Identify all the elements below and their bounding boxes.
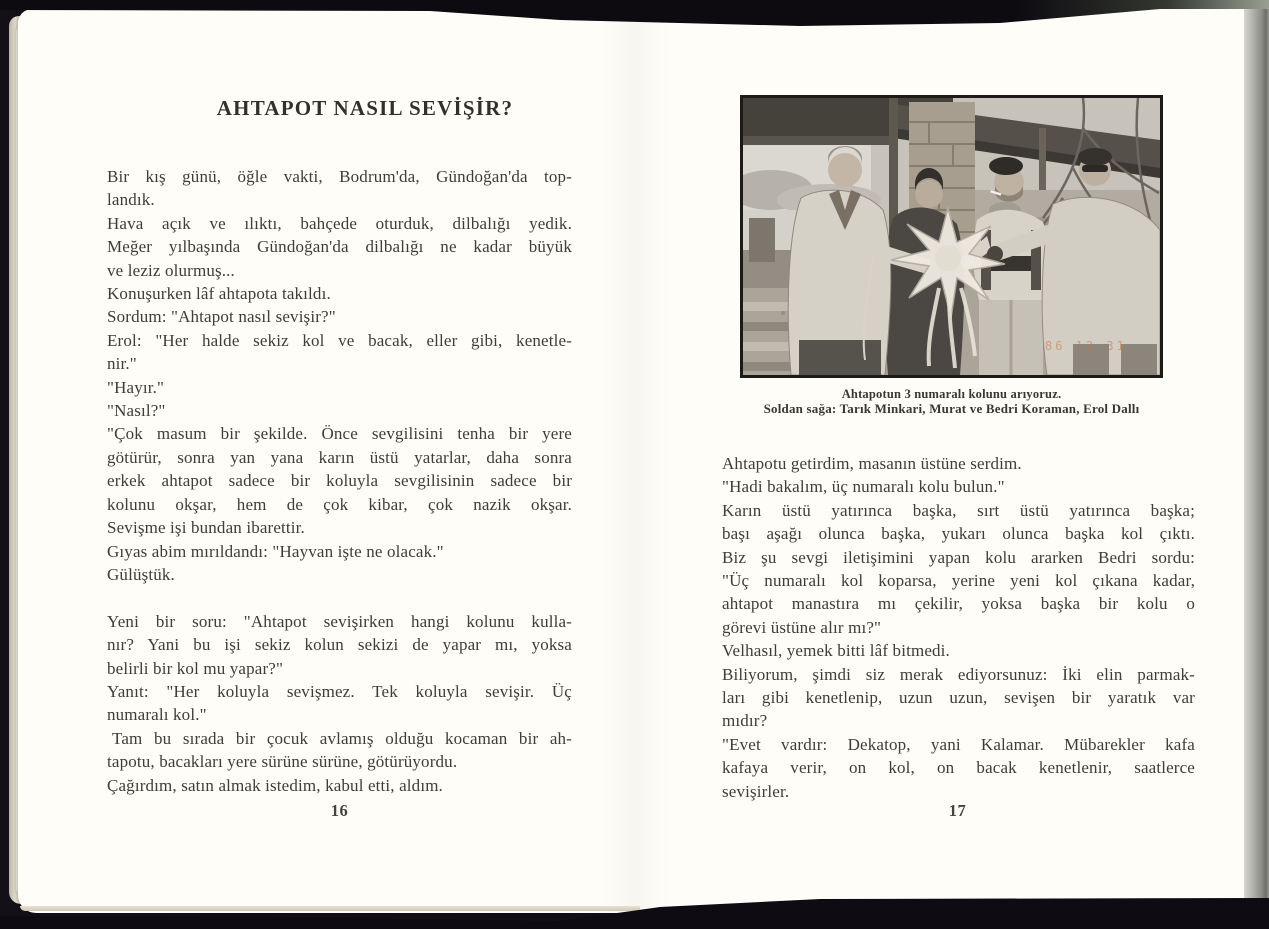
text-line: Yanıt: "Her koluyla sevişmez. Tek koluyla sevişir. Üç (107, 681, 572, 701)
text-line: mıdır? (722, 711, 768, 731)
chapter-title: AHTAPOT NASIL SEVİŞİR? (216, 96, 514, 120)
text-line: kafaya verir, on kol, on bacak kenetlenir, saatlerce (722, 758, 1195, 778)
page-edge-bottom (20, 906, 640, 911)
text-line: Çağırdım, satın almak istedim, kabul etti, aldım. (107, 775, 443, 795)
text-line: görevi üstüne alır mı?" (722, 617, 882, 637)
page-number-right: 17 (948, 801, 967, 820)
text-line: "Nasıl?" (107, 401, 166, 421)
text-line: Konuşurken lâf ahtapota takıldı. (107, 284, 331, 304)
text-line: Erol: "Her halde sekiz kol ve bacak, eller gibi, kenetle- (107, 330, 572, 350)
text-line: erkek ahtapot sadece bir koluyla sevgilisinin sadece bir (107, 471, 572, 491)
text-line: kolunu okşar, hem de çok kibar, çok nazik okşar. (107, 494, 572, 514)
text-line: Ahtapotu getirdim, masanın üstüne serdim. (722, 454, 1022, 473)
photograph (740, 95, 1163, 378)
text-line: Biz şu sevgi iletişimini yapan kolu ararken Bedri sordu: (722, 547, 1195, 567)
text-line: "Hadi bakalım, üç numaralı kolu bulun." (722, 477, 1005, 497)
book-gutter (600, 9, 670, 913)
left-page-text (107, 165, 572, 797)
text-line: tapotu, bacakları yere sürüne sürüne, götürüyordu. (107, 752, 458, 772)
text-line: ları gibi kenetlenip, uzun uzun, sevişen bir yaratık var (722, 688, 1195, 708)
text-line: landık. (107, 190, 155, 210)
text-line: Hava açık ve ılıktı, bahçede oturduk, dilbalığı yedik. (107, 213, 572, 233)
photo-caption-line1: Ahtapotun 3 numaralı kolunu arıyoruz. (841, 387, 1062, 401)
text-line: nir." (107, 354, 137, 374)
text-line: sevişirler. (722, 781, 790, 801)
text-line (107, 586, 572, 609)
text-line: nır? Yani bu işi sekiz kolun sekizi de yapar mı, yoksa (107, 635, 572, 655)
right-page-text (722, 452, 1195, 803)
text-line: Gıyas abim mırıldandı: "Hayvan işte ne olacak." (107, 541, 444, 561)
text-line: götürür, sonra yan yana karın üstü yatarlar, daha sonra (107, 447, 572, 467)
text-line: ahtapot manastıra mı çekilir, yoksa başka bir kolu o (722, 594, 1195, 614)
text-line: Yeni bir soru: "Ahtapot sevişirken hangi kolunu kulla- (107, 611, 572, 631)
photo-date-stamp: 86 12 31 (1045, 339, 1127, 353)
text-line: belirli bir kol mu yapar?" (107, 658, 284, 678)
photo-illustration (743, 98, 1160, 375)
text-line: "Evet vardır: Dekatop, yani Kalamar. Mübarekler kafa (722, 734, 1195, 754)
text-line: Gülüştük. (107, 564, 175, 584)
text-line: Sevişme işi bundan ibarettir. (107, 518, 305, 538)
page-edge-stack-right (1244, 6, 1269, 906)
text-line: Bir kış günü, öğle vakti, Bodrum'da, Gündoğan'da top- (107, 167, 572, 186)
text-line: ve leziz olurmuş... (107, 260, 235, 280)
text-line: başı aşağı olunca başka, yukarı olunca başka kol çıktı. (722, 524, 1195, 544)
text-line: Meğer yılbaşında Gündoğan'da dilbalığı ne kadar büyük (107, 237, 572, 257)
text-line: Tam bu sırada bir çocuk avlamış olduğu kocaman bir ah- (112, 728, 572, 748)
text-line: Biliyorum, şimdi siz merak ediyorsunuz: İki elin parmak- (722, 664, 1195, 684)
text-line: "Üç numaralı kol koparsa, yerine yeni kol çıkana kadar, (722, 571, 1195, 591)
text-line: "Çok masum bir şekilde. Önce sevgilisini tenha bir yere (107, 424, 572, 444)
text-line: "Hayır." (107, 377, 165, 397)
text-line: Sordum: "Ahtapot nasıl sevişir?" (107, 307, 336, 327)
text-line: Karın üstü yatırınca başka, sırt üstü yatırınca başka; (722, 500, 1195, 520)
page-number-left: 16 (330, 801, 349, 820)
photo-caption-line2: Soldan sağa: Tarık Minkari, Murat ve Bedri Koraman, Erol Dallı (763, 401, 1140, 416)
text-line: Velhasıl, yemek bitti lâf bitmedi. (722, 641, 950, 661)
text-line: numaralı kol." (107, 705, 207, 725)
